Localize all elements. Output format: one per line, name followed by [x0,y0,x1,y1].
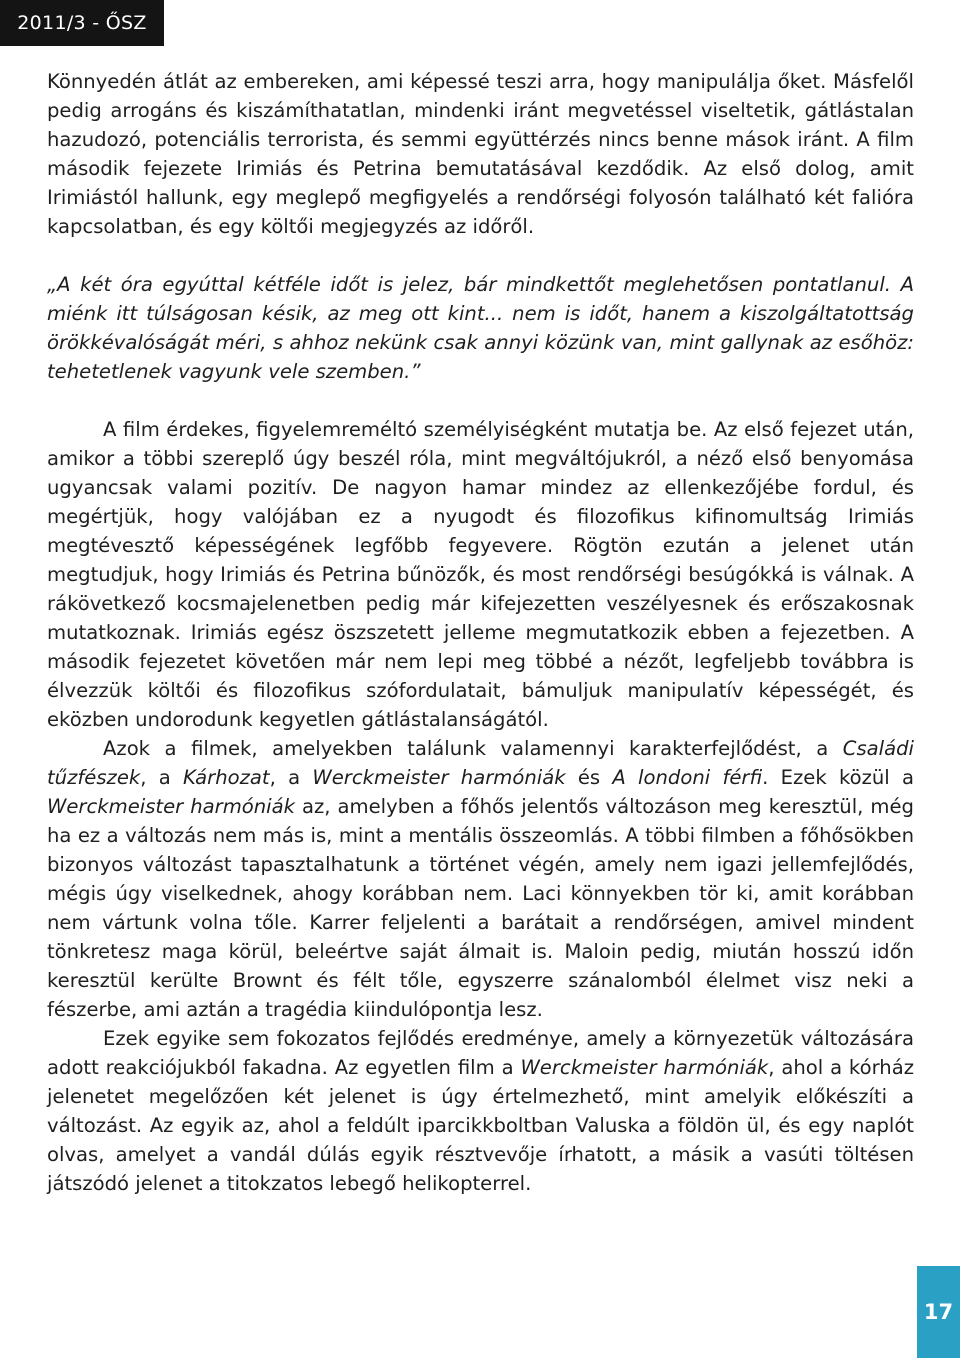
film-title: A londoni férfi [612,766,763,789]
article-body [47,67,914,1198]
film-title: Családi tűzfészek [47,737,914,789]
paragraph: A film érdekes, figyelemreméltó személyiségként mutatja be. Az első fejezet után, amikor a többi szereplő úgy beszél róla, mint megváltójukról, a néző első benyomása ugyancsak valami pozitív. De nagyon hamar mindez az ellenkezőjébe fordul, és megértjük, hogy valójában ez a nyugodt és filozofikus kifinomultság Irimiás megtévesztő képességének legfőbb fegyevere. Rögtön ezután a jelenet után megtudjuk, hogy Irimiás és Petrina bűnözők, és most rendőrségi besúgókká is válnak. A rákövetkező kocsmajelenetben pedig már kifejezetten veszélyesnek és erőszakosnak mutatkoznak. Irimiás egész öszszetett jelleme megmutatkozik ebben a fejezetben. A második fejezetet követően már nem lepi meg többé a nézőt, legfeljebb továbbra is élvezzük költői és filozofikus szófordulatait, bámuljuk manipulatív képességét, és eközben undorodunk kegyetlen gátlástalanságától. [47,418,914,731]
paragraph: Könnyedén átlát az embereken, ami képessé teszi arra, hogy manipulálja őket. Másfelől pedig arrogáns és kiszámíthatatlan, mindenki iránt megvetéssel viseltetik, gátlástalan hazudozó, potenciális terrorista, és semmi együttérzés nincs benne mások iránt. A film második fejezete Irimiás és Petrina bemutatásával kezdődik. Az első dolog, amit Irimiástól hallunk, egy meglepő megfigyelés a rendőrségi folyosón található két falióra kapcsolatban, és egy költői megjegyzés az időről. [47,70,914,238]
block-quote: „A két óra egyúttal kétféle időt is jelez, bár mindkettőt meglehetősen pontatlanul. A miénk itt túlságosan késik, az meg ott kint... nem is időt, hanem a kiszolgáltatottság örökkévalóságát méri, s ahhoz nekünk csak annyi közünk van, mint gallynak az esőhöz: tehetetlenek vagyunk vele szemben.” [47,273,914,383]
paragraph: Azok a filmek, amelyekben találunk valamennyi karakterfejlődést, a Családi tűzfészek, a Kárhozat, a Werckmeister harmóniák és A londoni férfi. Ezek közül a Werckmeister harmóniák az, amelyben a főhős jelentős változáson meg keresztül, még ha ez a változás nem más is, mint a mentális összeomlás. A többi filmben a főhősökben bizonyos változást tapasztalhatunk a történet végén, amely nem igazi jellemfejlődés, mégis úgy viselkednek, ahogy korábban nem. Laci könnyekben tör ki, amit korábban nem vártunk volna tőle. Karrer feljelenti a barátait a rendőrségen, amivel mindent tönkretesz maga körül, beleértve saját álmait is. Maloin pedig, miután hosszú időn keresztül kerülte Brownt és félt tőle, egyszerre szánalomból élelmet visz neki a fészerbe, ami aztán a tragédia kiindulópontja lesz. [47,737,914,1021]
film-title: Werckmeister harmóniák [312,766,566,789]
film-title: Werckmeister harmóniák [47,795,295,818]
issue-label: 2011/3 - ŐSZ [0,0,164,46]
page-number: 17 [917,1266,960,1358]
film-title: Kárhozat [183,766,270,789]
paragraph: Ezek egyike sem fokozatos fejlődés eredménye, amely a környezetük változására adott reakciójukból fakadna. Az egyetlen film a Werckmeister harmóniák, ahol a kórház jelenetet megelőzően két jelenet is úgy értelmezhető, mint amelyik előkészíti a változást. Az egyik az, ahol a feldúlt iparcikkboltban Valuska a földön ül, és egy naplót olvas, amelyet a vandál dúlás egyik résztvevője írhatott, a másik a vasúti töltésen játszódó jelenet a titokzatos lebegő helikopterrel. [47,1027,914,1195]
film-title: Werckmeister harmóniák [520,1056,769,1079]
